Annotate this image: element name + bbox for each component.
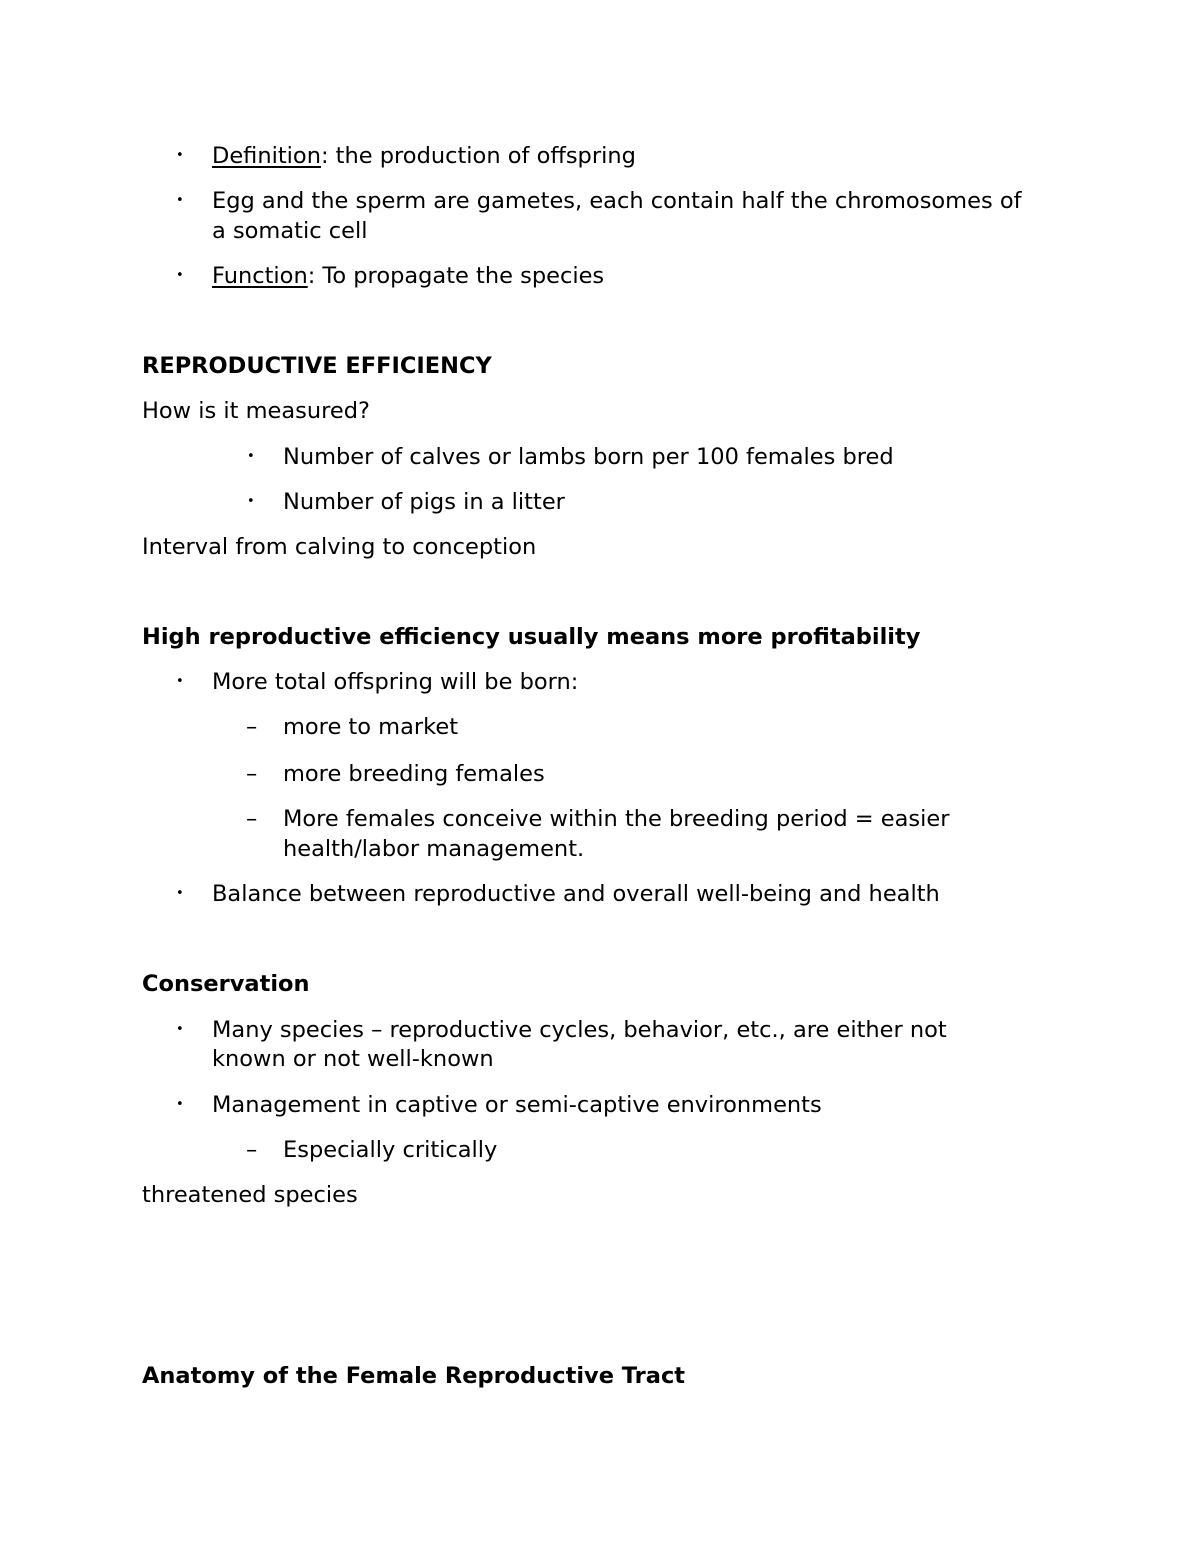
efficiency-question: How is it measured?: [142, 398, 370, 424]
sub-item-line1: More females conceive within the breeding period = easier: [283, 806, 950, 832]
species-item-line1: Many species – reproductive cycles, behavior, etc., are either not: [212, 1017, 947, 1043]
bullet-marker: •: [247, 449, 255, 464]
sub-item: more to market: [283, 714, 459, 740]
profitability-heading: High reproductive efficiency usually means more profitability: [142, 624, 921, 650]
definition-text: : the production of offspring: [320, 143, 636, 169]
bullet-marker: •: [176, 674, 184, 689]
conservation-heading: Conservation: [142, 971, 310, 997]
function-text: : To propagate the species: [307, 263, 605, 289]
bullet-marker: •: [176, 886, 184, 901]
bullet-marker: •: [176, 148, 184, 163]
critical-item: Especially critically: [283, 1137, 498, 1163]
function-item: [212, 261, 604, 291]
measure-item: Number of pigs in a litter: [283, 489, 565, 515]
management-item: Management in captive or semi-captive environments: [212, 1092, 822, 1118]
gametes-item-line2: a somatic cell: [212, 218, 368, 244]
gametes-item-line1: Egg and the sperm are gametes, each contain half the chromosomes of: [212, 188, 1022, 214]
bullet-marker: •: [176, 1097, 184, 1112]
offspring-item: More total offspring will be born:: [212, 669, 579, 695]
bullet-marker: •: [247, 494, 255, 509]
definition-term: Definition: [212, 143, 321, 169]
bullet-marker: •: [176, 1022, 184, 1037]
threatened-text: threatened species: [142, 1182, 358, 1208]
interval-text: Interval from calving to conception: [142, 534, 537, 560]
bullet-marker: •: [176, 268, 184, 283]
bullet-marker: •: [176, 193, 184, 208]
definition-item: [212, 141, 636, 171]
sub-item-line2: health/labor management.: [283, 836, 585, 862]
dash-marker: –: [246, 761, 258, 787]
dash-marker: –: [246, 1137, 258, 1163]
function-term: Function: [212, 263, 308, 289]
dash-marker: –: [246, 806, 258, 832]
sub-item: more breeding females: [283, 761, 545, 787]
balance-item: Balance between reproductive and overall well-being and health: [212, 881, 940, 907]
efficiency-heading: REPRODUCTIVE EFFICIENCY: [142, 353, 492, 379]
anatomy-heading: Anatomy of the Female Reproductive Tract: [142, 1363, 686, 1389]
measure-item: Number of calves or lambs born per 100 females bred: [283, 444, 894, 470]
species-item-line2: known or not well-known: [212, 1046, 494, 1072]
dash-marker: –: [246, 714, 258, 740]
